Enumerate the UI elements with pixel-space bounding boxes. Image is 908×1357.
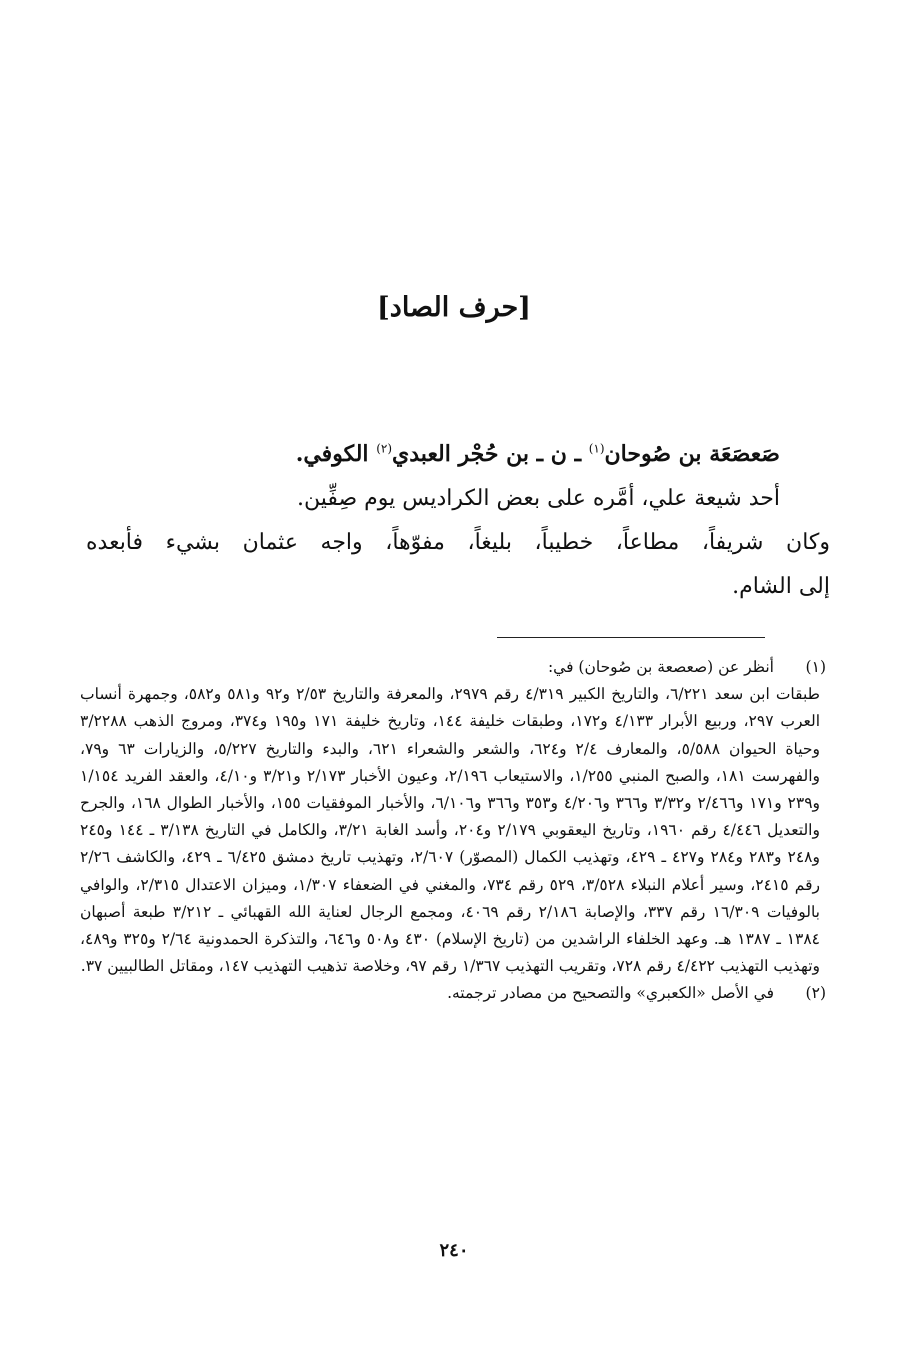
page-number: ٢٤٠ [439, 1240, 469, 1261]
footnote-2-intro: في الأصل «الكعبري» والتصحيح من مصادر ترجمته. [447, 984, 774, 1003]
entry-title-line [86, 432, 780, 477]
footnote-1-number: (١) [805, 658, 826, 676]
footnote-ref-1[interactable]: (١) [588, 441, 605, 456]
section-heading: [حرف الصاد] [377, 292, 531, 323]
entry-line-2: أحد شيعة علي، أمَّره على بعض الكراديس يوم صِفِّين. [296, 486, 780, 511]
biography-entry [86, 432, 830, 609]
footnote-1-intro: أنظر عن (صعصعة بن صُوحان) في: [547, 658, 774, 676]
entry-nisba: الكوفي. [295, 441, 377, 467]
entry-lineage: ـ ن ـ بن حُجْر العبدي [392, 441, 589, 467]
entry-name: صَعصَعَة بن صُوحان [604, 441, 780, 467]
footnotes [80, 654, 826, 1008]
footnote-2-head [80, 980, 826, 1007]
footnote-1-head [80, 654, 826, 681]
footnote-1-body: طبقات ابن سعد ٦/٢٢١، والتاريخ الكبير ٤/٣١٩ رقم ٢٩٧٩، والمعرفة والتاريخ ٢/٥٣ و٩٢ و٥٨١ و٥٨٢، وجمهرة أنساب العرب ٢٩٧، وربيع الأبرار ٤/١٣٣ و١٧٢، وطبقات خليفة ١٤٤، وتاريخ خليفة ١٧١ و١٩٥ و٣٧٤، ومروج الذهب ٣/٢٢٨٨ وحياة الحيوان ٥/٥٨٨، والمعارف ٢/٤ و٦٢٤، والشعر والشعراء ٦٢١، والبدء والتاريخ ٥/٢٢٧، والزيارات ٦٣ و٧٩، والفهرست ١٨١، والصبح المنبي ١/٢٥٥، والاستيعاب ٢/١٩٦، وعيون الأخبار ٢/١٧٣ و٣/٢١ و٤/١٠، والعقد الفريد ١/١٥٤ و٢٣٩ و١٧١ و٢/٤٦٦ و٣/٣٢ و٣٦٦ و٤/٢٠٦ و٣٥٣ و٣٦٦ و٦/١٠٦، والأخبار الموفقيات ١٥٥، والأخبار الطوال ١٦٨، والجرح والتعديل ٤/٤٤٦ رقم ١٩٦٠، وتاريخ اليعقوبي ٢/١٧٩ و٢٠٤، وأسد الغابة ٣/٢١، والكامل في التاريخ ٣/١٣٨ ـ ١٤٤ و٢٤٥ و٢٤٨ و٢٨٣ و٢٨٤ و٤٢٧ ـ ٤٢٩، وتهذيب الكمال (المصوّر) ٢/٦٠٧، وتهذيب تاريخ دمشق ٦/٤٢٥ ـ ٤٢٩، والكاشف ٢/٢٦ رقم ٢٤١٥، وسير أعلام النبلاء ٣/٥٢٨، ٥٢٩ رقم ٧٣٤، والمغني في الضعفاء ١/٣٠٧، وميزان الاعتدال ٢/٣١٥، والوافي بالوفيات ١٦/٣٠٩ رقم ٣٣٧، والإصابة ٢/١٨٦ رقم ٤٠٦٩، ومجمع الرجال لعناية الله القهبائي ـ ٣/٢١٢ طبعة أصبهان ١٣٨٤ ـ ١٣٨٧ هـ. وعهد الخلفاء الراشدين من (تاريخ الإسلام) ٤٣٠ و٥٠٨ و٦٤٦، والتذكرة الحمدونية ٢/٦٤ و٣٢٥ و٤٨٩، وتهذيب التهذيب ٤/٤٢٢ رقم ٧٢٨، وتقريب التهذيب ١/٣٦٧ رقم ٩٧، وخلاصة تذهيب التهذيب ١٤٧، ومقاتل الطالبيين ٣٧. [80, 685, 821, 976]
entry-line-3: وكان شريفاً، مطاعاً، خطيباً، بليغاً، مفوّهاً، واجه عثمان بشيء فأبعده [86, 530, 830, 555]
footnote-separator [497, 637, 765, 638]
footnote-ref-2[interactable]: (٢) [376, 441, 393, 456]
entry-line-4: إلى الشام. [732, 574, 830, 599]
footnote-2-number: (٢) [805, 984, 826, 1003]
